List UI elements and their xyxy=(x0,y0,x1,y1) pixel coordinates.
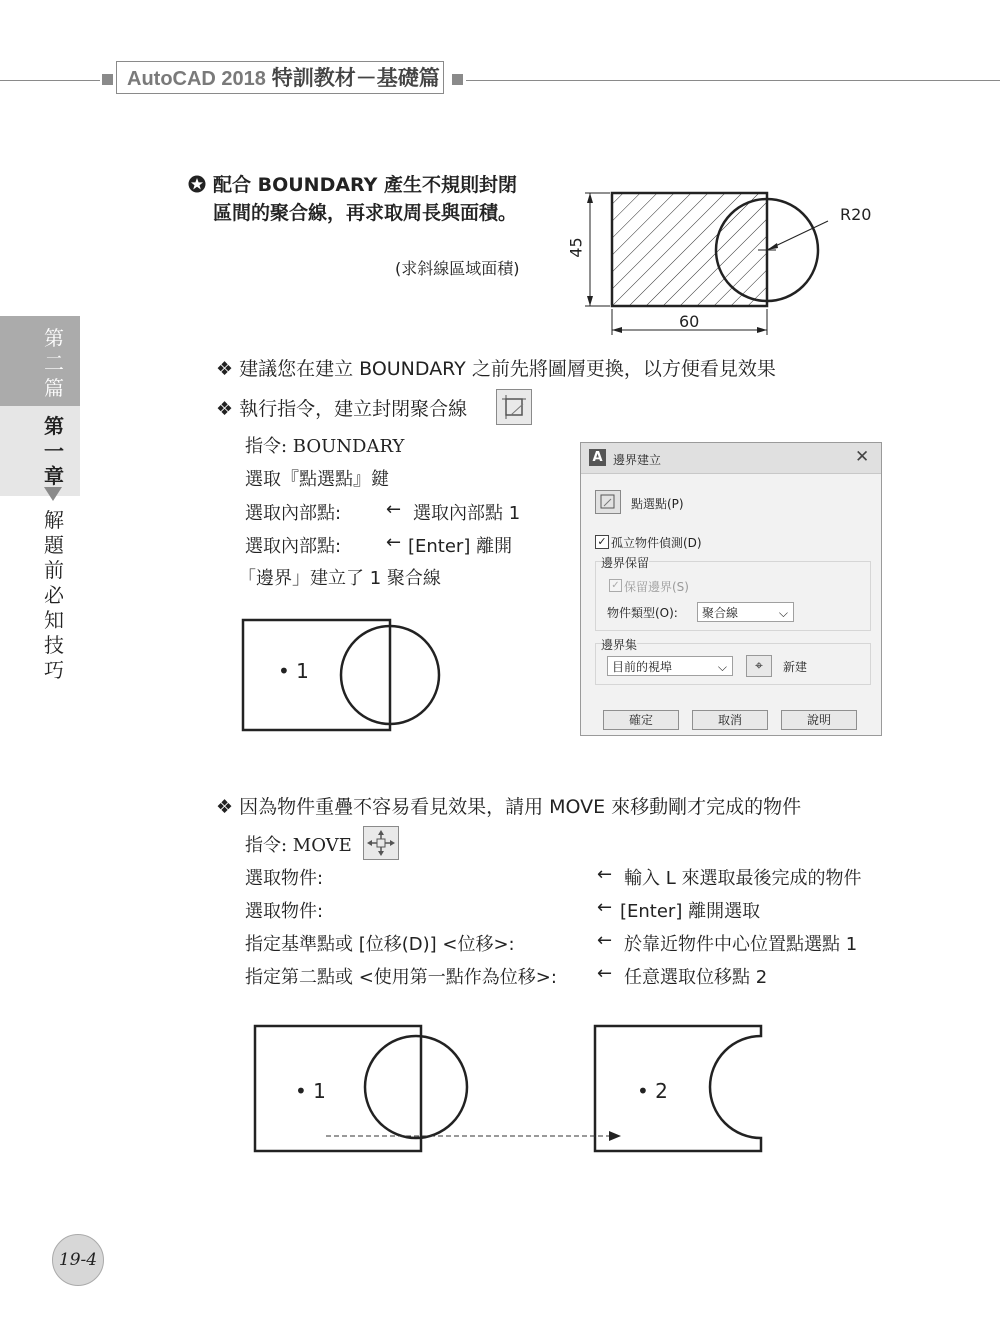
diamond-bullet-icon: ❖ xyxy=(216,398,240,420)
move-drawing xyxy=(250,1020,770,1160)
overlap-drawing xyxy=(240,617,445,735)
step3-cmd-0-note: 輸入 L 來選取最後完成的物件 xyxy=(624,868,862,889)
arrow-left-icon: ← xyxy=(597,897,613,918)
new-set-button[interactable]: ⌖ xyxy=(746,655,772,677)
step3-cmd-2-note: 於靠近物件中心位置點選點 1 xyxy=(624,934,858,955)
header-title-zh: 特訓教材－基礎篇 xyxy=(271,67,440,90)
arrow-left-icon: ← xyxy=(597,963,613,984)
header-title-en: AutoCAD 2018 xyxy=(127,68,266,90)
step2-cmd-3: 選取內部點: xyxy=(245,536,342,557)
arrow-left-icon: ← xyxy=(597,864,613,885)
step2-line xyxy=(216,394,467,421)
page-number: 19-4 xyxy=(52,1234,104,1286)
step3-cmd-1: 選取物件: xyxy=(245,901,324,922)
step2-cmd-2-note: 選取內部點 1 xyxy=(413,503,521,524)
object-type-select[interactable] xyxy=(697,602,794,622)
retain-group-label: 邊界保留 xyxy=(601,556,650,570)
hatched-region xyxy=(612,193,767,306)
header-rule-left xyxy=(0,80,100,81)
drawing3-label2: • 2 xyxy=(637,1079,668,1103)
retain-boundaries-checkbox[interactable]: ✓ xyxy=(609,579,622,592)
step2-cmd-0: 指令: BOUNDARY xyxy=(245,436,405,457)
object-type-value: 聚合線 xyxy=(702,606,739,620)
boundary-drawing xyxy=(565,183,885,338)
chevron-down-icon: ⌵ xyxy=(717,660,727,674)
drawing3-label1: • 1 xyxy=(295,1079,326,1103)
header-square-right xyxy=(452,74,463,85)
star-bullet-icon xyxy=(188,175,206,197)
step2-cmd-2: 選取內部點: xyxy=(245,503,342,524)
header-square-left xyxy=(102,74,113,85)
step3-line xyxy=(216,792,801,819)
step3-command: 指令: MOVE xyxy=(245,835,352,856)
chevron-down-icon: ⌵ xyxy=(778,606,788,620)
step3-cmd-0: 選取物件: xyxy=(245,868,324,889)
ok-button[interactable]: 確定 xyxy=(603,710,679,730)
pick-points-button[interactable] xyxy=(595,490,621,514)
radius-label: R20 xyxy=(840,205,872,224)
diamond-bullet-icon: ❖ xyxy=(216,796,240,818)
step3-text: 因為物件重疊不容易看見效果，請用 MOVE 來移動剛才完成的物件 xyxy=(239,796,802,818)
cancel-button[interactable]: 取消 xyxy=(692,710,768,730)
intro-title-line1: 配合 BOUNDARY 產生不規則封閉 xyxy=(213,174,518,196)
side-arrow-icon xyxy=(44,487,62,501)
island-detection-label[interactable]: 孤立物件偵測(D) xyxy=(611,536,702,550)
side-topic-label: 解題前必知技巧 xyxy=(44,508,64,682)
object-type-label: 物件類型(O): xyxy=(607,606,678,620)
diamond-bullet-icon: ❖ xyxy=(216,358,240,380)
side-chapter-label: 第一章 xyxy=(44,414,64,488)
dialog-titlebar xyxy=(581,443,881,474)
pick-points-label[interactable]: 點選點(P) xyxy=(631,497,684,511)
step1-text: 建議您在建立 BOUNDARY 之前先將圖層更換，以方便看見效果 xyxy=(239,358,776,380)
step3-cmd-2: 指定基準點或 [位移(D)] <位移>: xyxy=(245,934,515,955)
arrow-left-icon: ← xyxy=(386,532,402,553)
help-button[interactable]: 說明 xyxy=(781,710,857,730)
retain-boundaries-label[interactable]: 保留邊界(S) xyxy=(624,580,689,594)
dim-width-label: 60 xyxy=(679,312,700,331)
boundary-command-icon[interactable] xyxy=(496,389,532,425)
dialog-title: 邊界建立 xyxy=(613,453,662,467)
step3-cmd-3-note: 任意選取位移點 2 xyxy=(624,967,768,988)
boundary-set-label: 邊界集 xyxy=(601,638,638,652)
close-icon[interactable]: ✕ xyxy=(855,447,870,467)
side-part-label: 第二篇 xyxy=(44,326,64,400)
step3-cmd-3: 指定第二點或 <使用第一點作為位移>: xyxy=(245,967,557,988)
header-rule-right xyxy=(466,80,1000,81)
arrow-left-icon: ← xyxy=(597,930,613,951)
move-command-icon[interactable] xyxy=(363,826,399,860)
island-detection-checkbox[interactable]: ✓ xyxy=(595,535,609,549)
drawing2-point-label: • 1 xyxy=(278,659,309,683)
boundary-creation-dialog xyxy=(580,442,882,736)
autocad-logo-icon: A xyxy=(589,449,606,466)
new-set-label: 新建 xyxy=(783,660,808,674)
header-title-box xyxy=(116,61,444,94)
step2-text: 執行指令，建立封閉聚合線 xyxy=(239,398,468,420)
step2-cmd-1: 選取『點選點』鍵 xyxy=(245,469,389,490)
intro-note: (求斜線區域面積) xyxy=(395,259,520,278)
step3-cmd-1-note: [Enter] 離開選取 xyxy=(620,901,761,922)
step2-cmd-3-note: [Enter] 離開 xyxy=(408,536,513,557)
step1-line xyxy=(216,354,776,381)
dim-height-label: 45 xyxy=(566,237,586,258)
boundary-set-value: 目前的視埠 xyxy=(612,660,673,674)
step2-cmd-4: 「邊界」建立了 1 聚合線 xyxy=(238,568,441,589)
intro-title-line2: 區間的聚合線，再求取周長與面積。 xyxy=(213,202,518,224)
arrow-left-icon: ← xyxy=(386,499,402,520)
boundary-set-select[interactable] xyxy=(607,656,733,676)
